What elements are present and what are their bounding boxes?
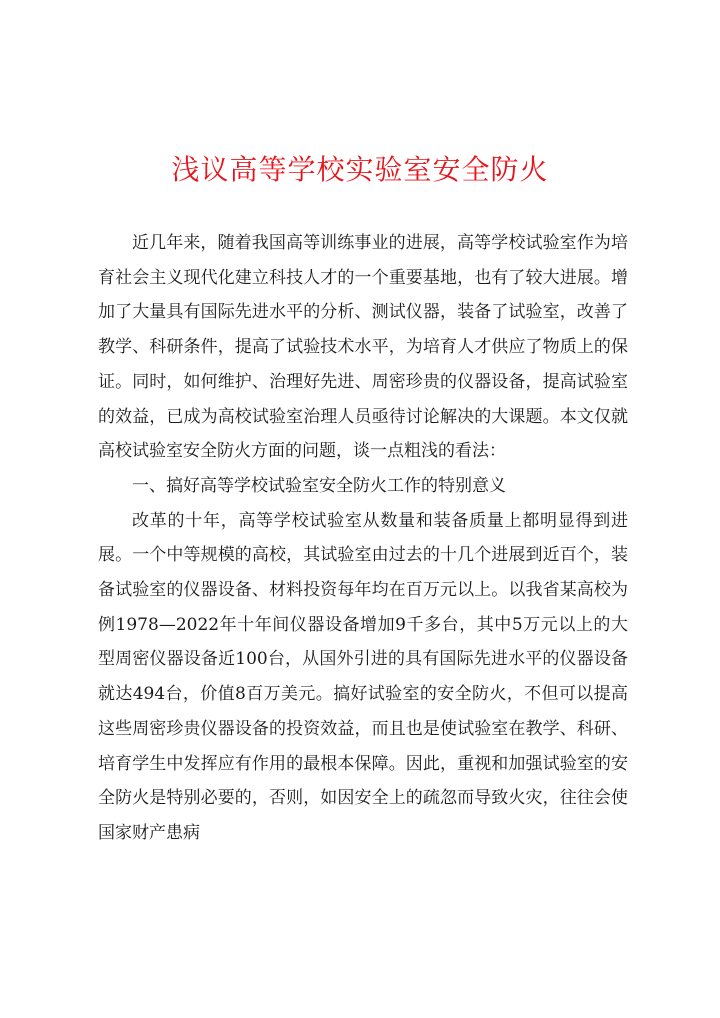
paragraph-intro: 近几年来，随着我国高等训练事业的进展，高等学校试验室作为培育社会主义现代化建立科技人才的一个重要基地，也有了较大进展。增加了大量具有国际先进水平的分析、测试仪器，装备了试验室，改善了教学、科研条件，提高了试验技术水平，为培育人才供应了物质上的保证。同时，如何维护、治理好先进、周密珍贵的仪器设备，提高试验室的效益，已成为高校试验室治理人员亟待讨论解决的大课题。本文仅就高校试验室安全防火方面的问题，谈一点粗浅的看法： xyxy=(98,233,628,462)
section-heading-1: 一、搞好高等学校试验室安全防火工作的特别意义 xyxy=(132,475,506,496)
document-title: 浅议高等学校实验室安全防火 xyxy=(171,153,549,186)
paragraph-section-1: 改革的十年，高等学校试验室从数量和装备质量上都明显得到进展。一个中等规模的高校，其试验室由过去的十几个进展到近百个，装备试验室的仪器设备、材料投资每年均在百万元以上。以我省某高校为例1978—2022年十年间仪器设备增加9千多台，其中5万元以上的大型周密仪器设备近100台，从国外引进的具有国际先进水平的仪器设备就达494台，价值8百万美元。搞好试验室的安全防火，不但可以提高这些周密珍贵仪器设备的投资效益，而且也是使试验室在教学、科研、培育学生中发挥应有作用的最根本保障。因此，重视和加强试验室的安全防火是特别必要的，否则，如因安全上的疏忽而导致火灾，往往会使国家财产患病 xyxy=(98,510,628,843)
document-body xyxy=(98,226,628,851)
